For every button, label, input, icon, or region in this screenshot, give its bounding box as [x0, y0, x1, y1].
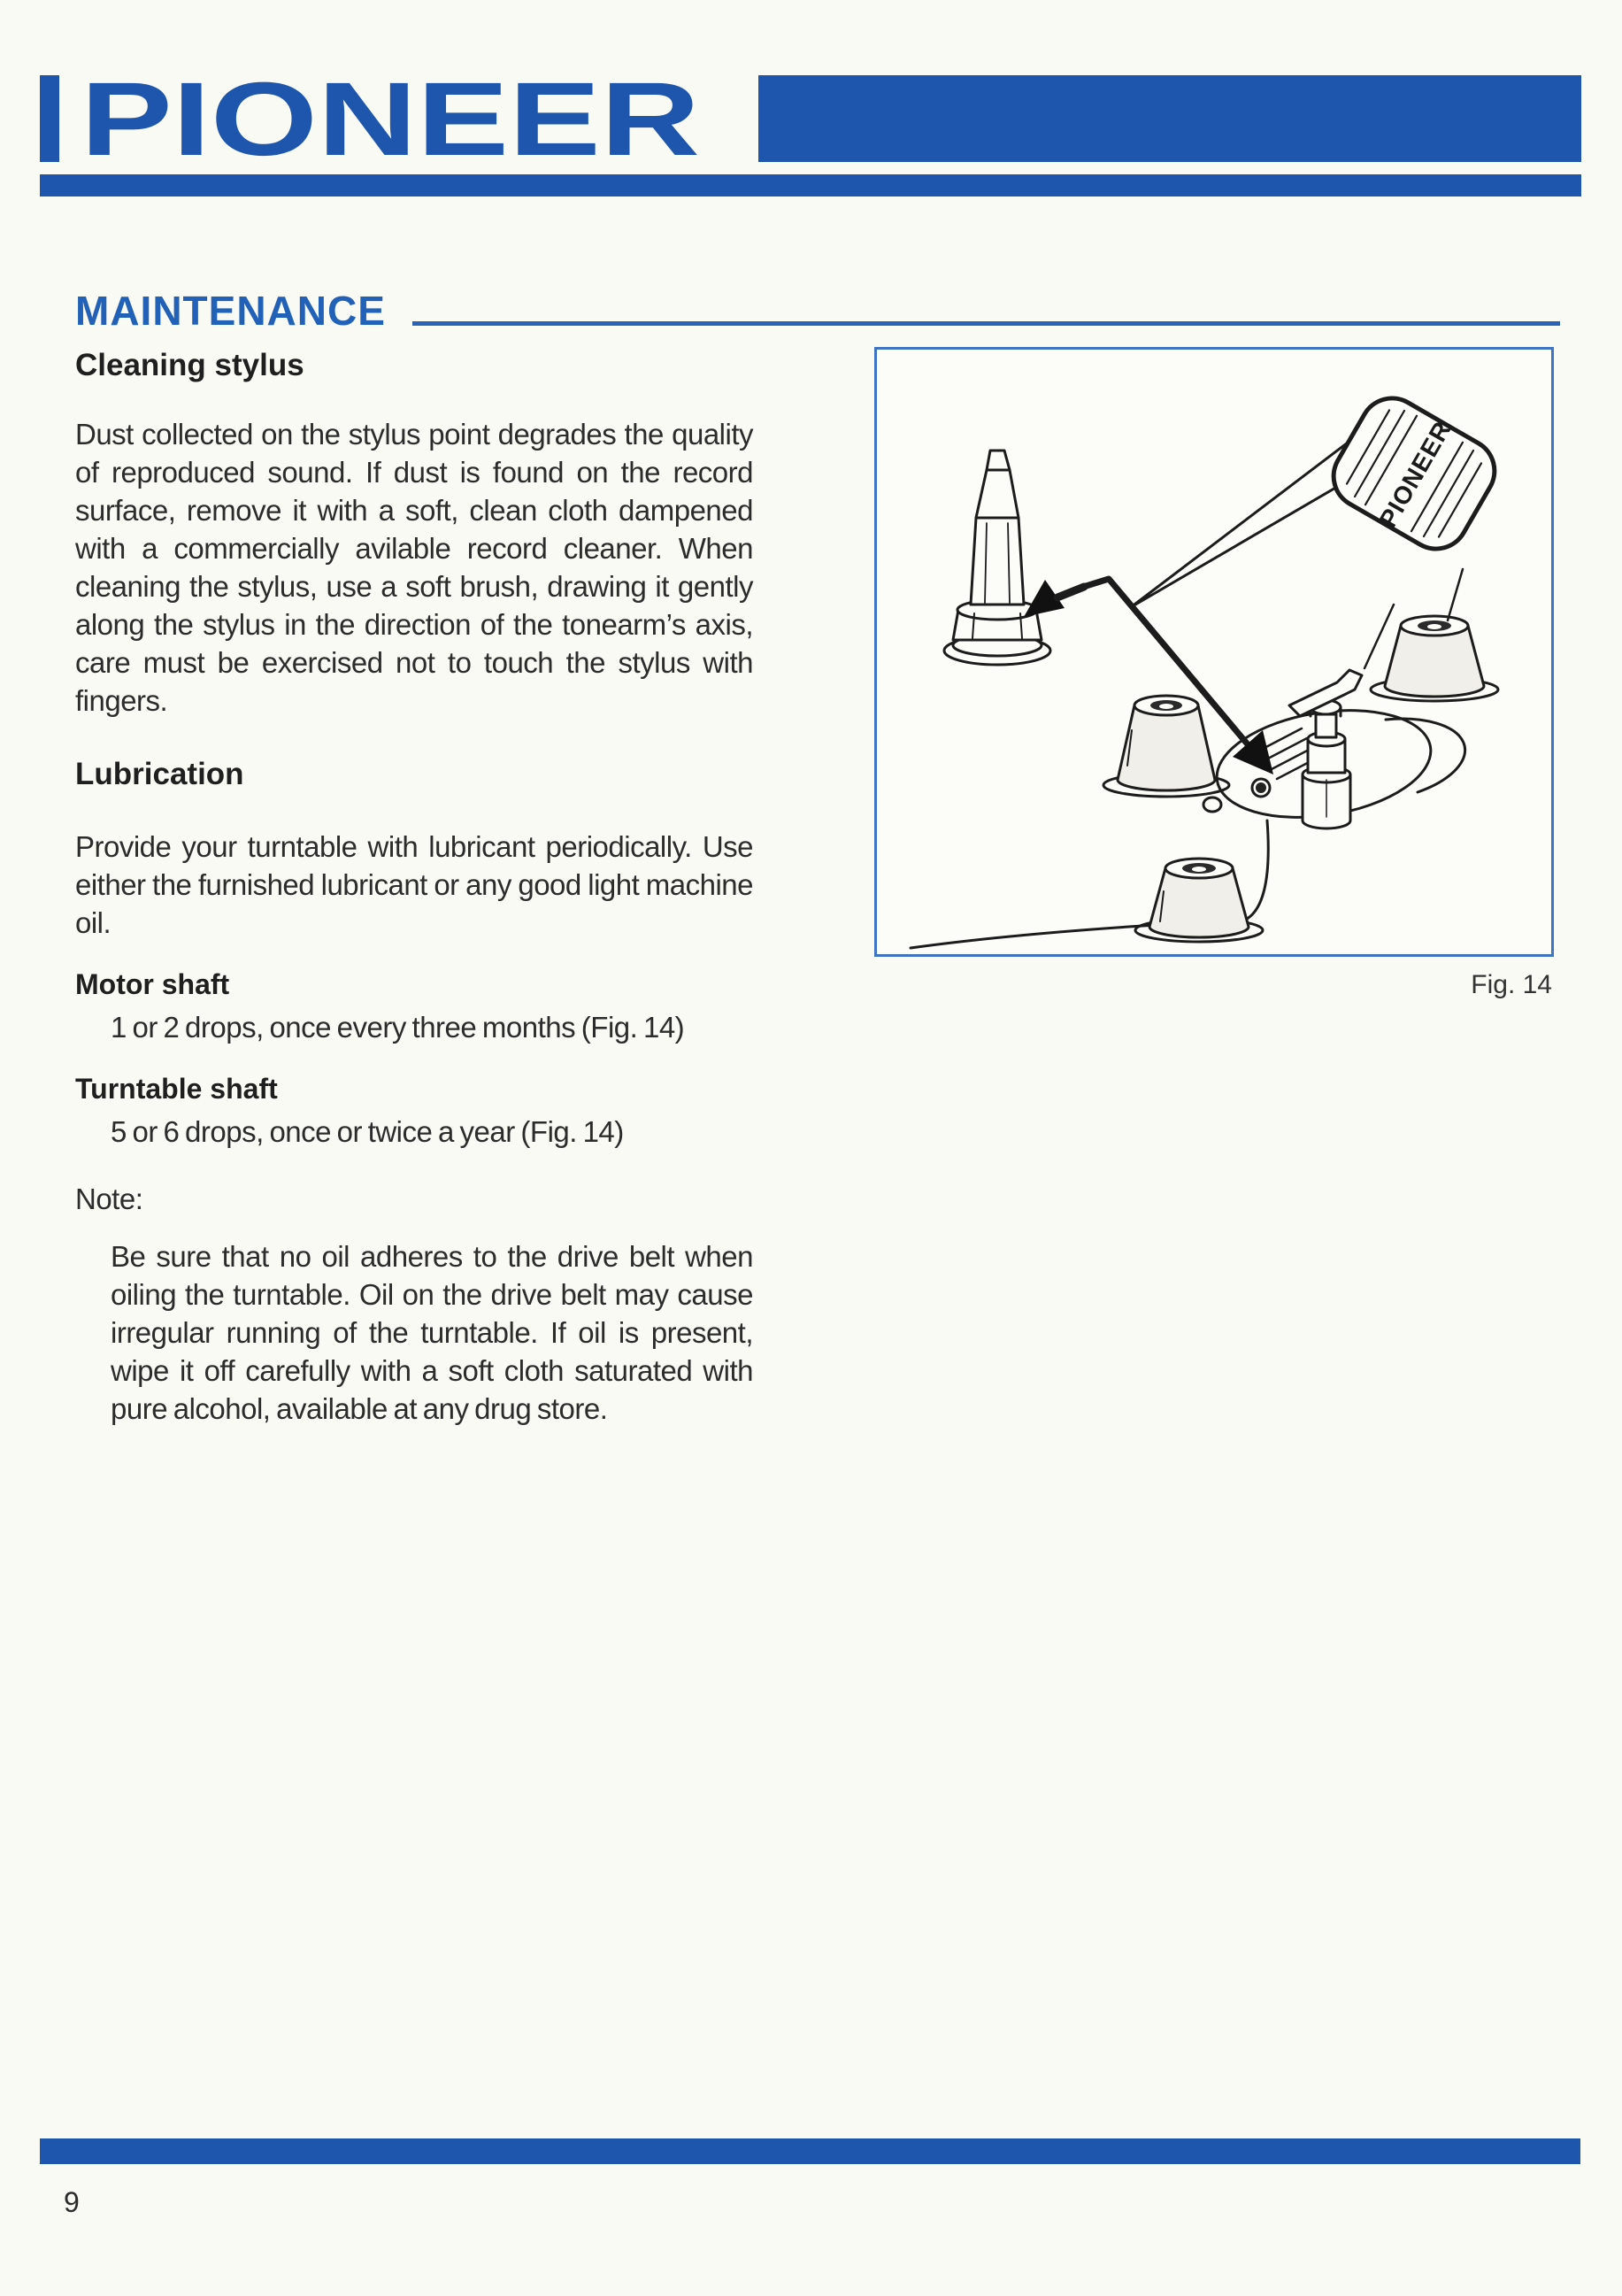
lubrication-heading: Lubrication — [75, 757, 244, 791]
rubber-mount-3 — [1135, 859, 1263, 942]
cleaning-stylus-body: Dust collected on the stylus point degrades the quality of reproduced sound. If dust is found on the record surface, remove it with a soft, clean cloth dampened with a commercially avilable record cleaner. When cleaning the stylus, use a soft brush, drawing it gently along the stylus in the direction of the tonearm’s axis, care must be exercised not to touch the stylus with fingers. — [75, 418, 753, 717]
oiler-spout — [1131, 440, 1369, 607]
oiling-illustration — [877, 350, 1551, 954]
lever-tool — [1289, 605, 1394, 716]
header-right-block — [758, 75, 1581, 162]
oil-hole — [1256, 782, 1266, 793]
pioneer-logo — [40, 75, 1581, 162]
rubber-mount-2 — [1371, 569, 1498, 701]
lubricant-bottle — [944, 451, 1050, 665]
footer-rule — [40, 2138, 1580, 2164]
oiler-brand-label: PIONEER — [1373, 416, 1457, 533]
turntable-spindle — [1303, 700, 1350, 828]
turntable-shaft-label: Turntable shaft — [75, 1073, 278, 1105]
logo-wordmark: PIONEER — [81, 75, 700, 162]
cleaning-stylus-heading: Cleaning stylus — [75, 348, 304, 382]
chassis-edge-line2 — [1241, 821, 1268, 921]
logo-left-bar — [40, 75, 59, 162]
screw-hole — [1203, 797, 1221, 812]
chassis-edge-line — [911, 925, 1157, 948]
note-body: Be sure that no oil adheres to the drive belt when oiling the turntable. Oil on the drive belt may cause irregular running of the turntable. If oil is present, wipe it off carefully with a soft cloth saturated with pure alcohol, available at any drug store. — [111, 1240, 753, 1425]
title-rule — [412, 321, 1560, 326]
cutout-rim — [1386, 719, 1465, 792]
figure-caption: Fig. 14 — [1471, 970, 1552, 999]
rubber-mount-1 — [1103, 696, 1229, 797]
page-title: MAINTENANCE — [75, 288, 386, 334]
mount-needle-line — [1448, 569, 1463, 620]
header-rule — [40, 174, 1581, 196]
motor-shaft-detail: 1 or 2 drops, once every three months (Fig. 14) — [111, 1011, 685, 1044]
page-number: 9 — [64, 2186, 80, 2218]
turntable-shaft-detail: 5 or 6 drops, once or twice a year (Fig. 14) — [111, 1115, 624, 1148]
oiler-paddle — [1322, 386, 1507, 560]
figure-14-box — [874, 347, 1554, 957]
note-label: Note: — [75, 1183, 143, 1215]
text-column — [75, 348, 753, 1428]
lubrication-intro: Provide your turntable with lubricant periodically. Use either the furnished lubricant or any good light machine oil. — [75, 830, 753, 939]
section-header — [75, 289, 1560, 334]
motor-shaft-label: Motor shaft — [75, 968, 230, 1000]
